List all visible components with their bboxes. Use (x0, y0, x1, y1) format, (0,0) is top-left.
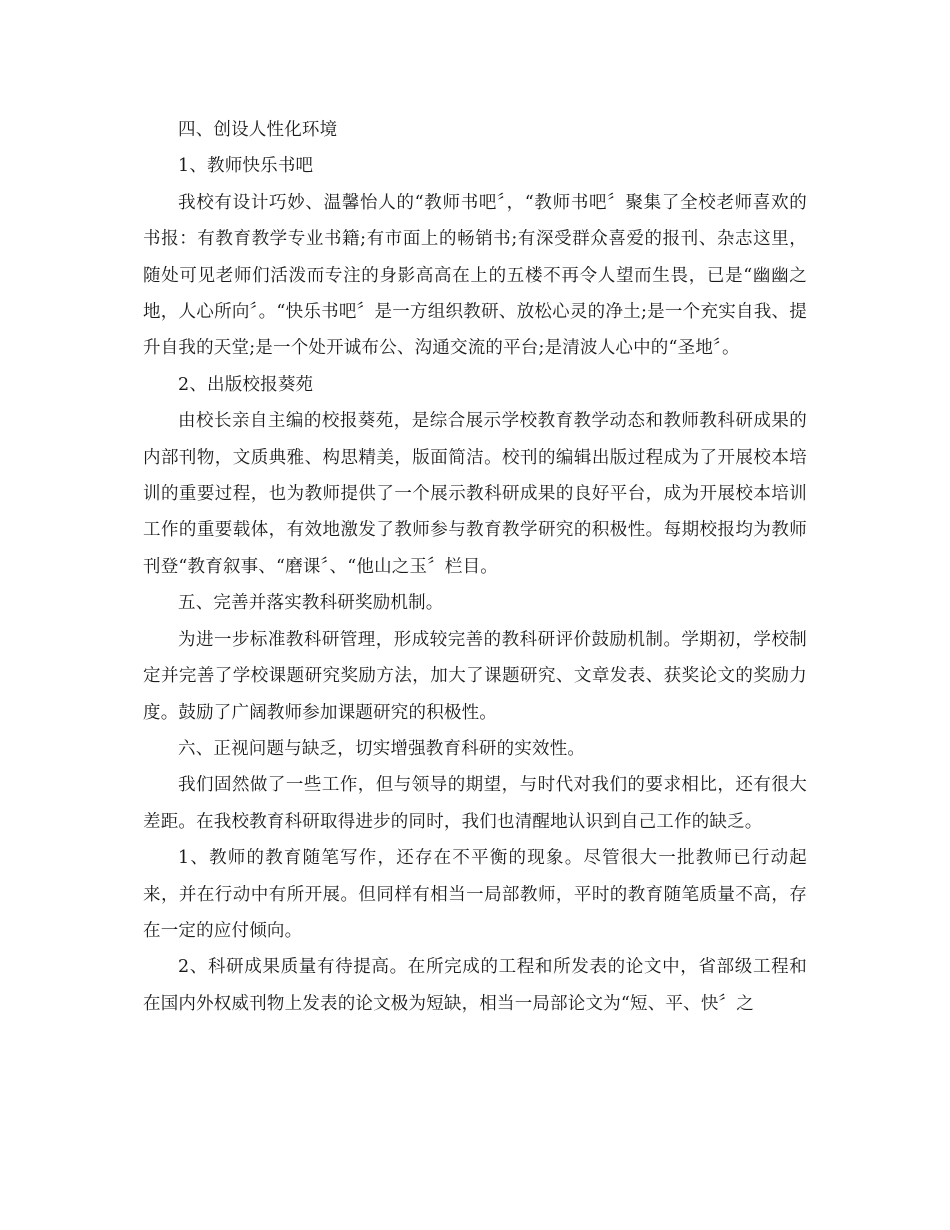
paragraph-book-bar: 我校有设计巧妙、温馨怡人的“教师书吧〞，“教师书吧〞聚集了全校老师喜欢的书报：有教育教学专业书籍;有市面上的畅销书;有深受群众喜爱的报刊、杂志这里，随处可见老师们活泼而专注的身影高高在上的五楼不再令人望而生畏，已是“幽幽之地，人心所向〞。“快乐书吧〞是一方组织教研、放松心灵的净土;是一个充实自我、提升自我的天堂;是一个处开诚布公、沟通交流的平台;是清波人心中的“圣地〞。 (143, 192, 807, 359)
section-heading-humanized-environment: 四、创设人性化环境 (178, 120, 338, 140)
paragraph-school-newspaper: 由校长亲自主编的校报葵苑，是综合展示学校教育教学动态和教师教科研成果的内部刊物，文质典雅、构思精美，版面简洁。校刊的编辑出版过程成为了开展校本培训的重要过程，也为教师提供了一个展示教科研成果的良好平台，成为开展校本培训工作的重要载体，有效地激发了教师参与教育教学研究的积极性。每期校报均为教师刊登“教育叙事、“磨课〞、“他山之玉〞栏目。 (143, 411, 807, 577)
paragraph-reward-mechanism: 为进一步标准教科研管理，形成较完善的教科研评价鼓励机制。学期初，学校制定并完善了学校课题研究奖励方法，加大了课题研究、文章发表、获奖论文的奖励力度。鼓励了广阔教师参加课题研究的积极性。 (143, 629, 807, 723)
document-body (143, 112, 807, 1022)
paragraph-problem-1: 1、教师的教育随笔写作，还存在不平衡的现象。尽管很大一批教师已行动起来，并在行动中有所开展。但同样有相当一局部教师，平时的教育随笔质量不高，存在一定的应付倾向。 (143, 848, 807, 941)
paragraph-problem-2: 2、科研成果质量有待提高。在所完成的工程和所发表的论文中，省部级工程和在国内外权威刊物上发表的论文极为短缺，相当一局部论文为“短、平、快〞之 (143, 957, 807, 1014)
section-heading-problems: 六、正视问题与缺乏，切实增强教育科研的实效性。 (178, 738, 586, 759)
section-heading-reward-mechanism: 五、完善并落实教科研奖励机制。 (178, 593, 444, 614)
subheading-school-newspaper: 2、出版校报葵苑 (178, 374, 314, 395)
paragraph-problems-intro: 我们固然做了一些工作，但与领导的期望，与时代对我们的要求相比，还有很大差距。在我校教育科研取得进步的同时，我们也清醒地认识到自己工作的缺乏。 (143, 775, 807, 832)
subheading-teacher-book-bar: 1、教师快乐书吧 (178, 156, 314, 177)
